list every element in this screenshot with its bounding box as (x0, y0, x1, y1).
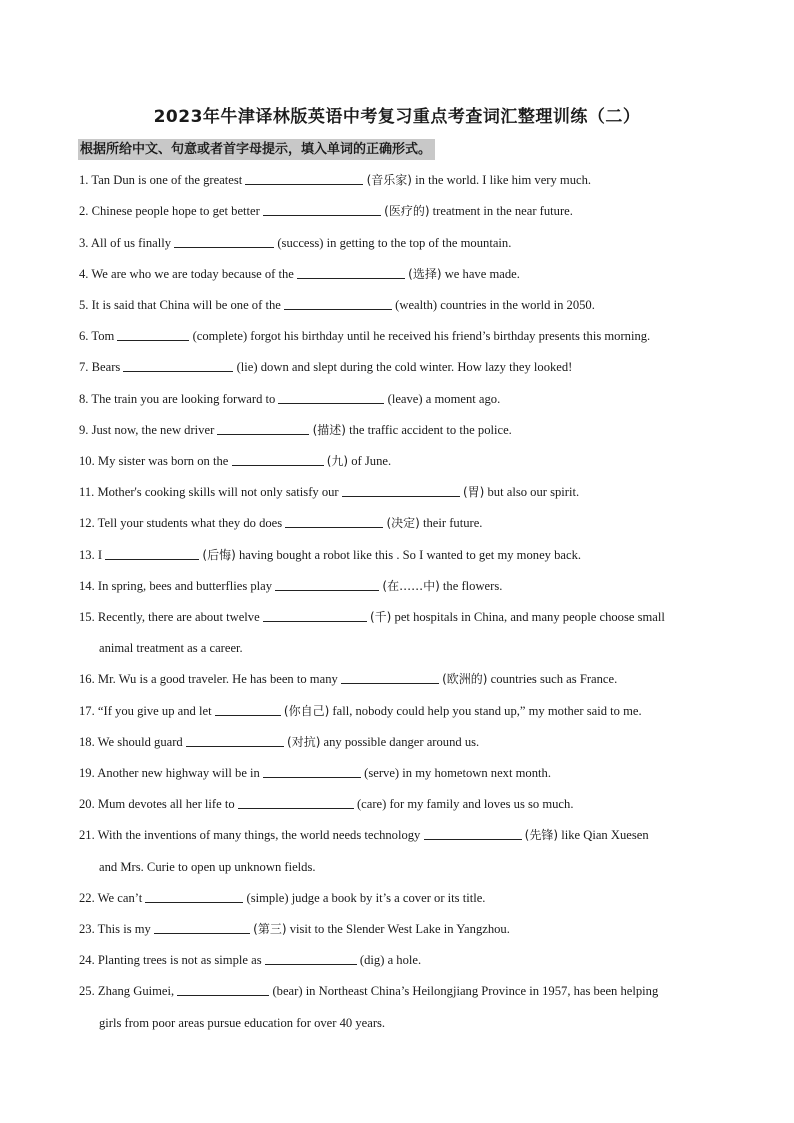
question-hint: (lie) (236, 360, 258, 374)
question-hint: (后悔) (202, 548, 236, 562)
answer-blank[interactable] (265, 952, 357, 965)
question-text-before: Mum devotes all her life to (97, 797, 235, 811)
answer-blank[interactable] (263, 203, 381, 216)
question-text-before: Tell your students what they do does (97, 516, 283, 530)
answer-blank[interactable] (215, 703, 281, 716)
question-hint: (在……中) (382, 579, 440, 593)
answer-blank[interactable] (186, 734, 284, 747)
answer-blank[interactable] (245, 172, 363, 185)
question-hint: (胃) (462, 485, 485, 499)
question-item (79, 734, 719, 750)
question-text-after: in getting to the top of the mountain. (326, 236, 512, 250)
answer-blank[interactable] (297, 266, 405, 279)
question-number: 14. (79, 579, 95, 593)
question-number: 17. (79, 704, 95, 718)
question-text-after: countries such as France. (490, 672, 618, 686)
question-item (79, 796, 719, 812)
question-hint: (serve) (364, 766, 400, 780)
question-item (79, 765, 719, 781)
question-hint: (wealth) (395, 298, 438, 312)
answer-blank[interactable] (117, 328, 189, 341)
question-hint: (欧洲的) (442, 672, 488, 686)
question-hint: (success) (277, 236, 324, 250)
question-number: 18. (79, 735, 95, 749)
question-hint: (dig) (359, 953, 385, 967)
question-hint: (千) (370, 610, 392, 624)
question-text-before: With the inventions of many things, the world needs technology (97, 828, 421, 842)
question-continuation: animal treatment as a career. (99, 641, 243, 655)
question-number: 24. (79, 953, 95, 967)
answer-blank[interactable] (123, 359, 233, 372)
question-item (79, 235, 719, 251)
question-text-after: pet hospitals in China, and many people choose small (394, 610, 665, 624)
question-continuation: and Mrs. Curie to open up unknown fields. (99, 860, 316, 874)
question-hint: (第三) (253, 922, 287, 936)
question-number: 23. (79, 922, 95, 936)
question-text-after: of June. (351, 454, 392, 468)
question-hint: (leave) (387, 392, 423, 406)
question-hint: (complete) (192, 329, 248, 343)
question-text-before: Tom (91, 329, 115, 343)
question-item (79, 328, 719, 344)
question-item (79, 391, 719, 407)
question-continuation: girls from poor areas pursue education for over 40 years. (99, 1016, 386, 1030)
question-text-before: All of us finally (90, 236, 172, 250)
question-number: 12. (79, 516, 95, 530)
question-hint: (决定) (386, 516, 420, 530)
question-hint: (先锋) (524, 828, 559, 842)
question-text-before: My sister was born on the (97, 454, 229, 468)
question-number: 13. (79, 548, 95, 562)
answer-blank[interactable] (238, 796, 354, 809)
question-text-before: “If you give up and let (97, 704, 212, 718)
question-text-before: We are who we are today because of the (91, 267, 294, 281)
question-text-after: like Qian Xuesen (561, 828, 649, 842)
answer-blank[interactable] (232, 453, 324, 466)
question-item (79, 547, 719, 563)
question-text-before: Another new highway will be in (97, 766, 260, 780)
question-text-after: in Northeast China’s Heilongjiang Province in 1957, has been helping (305, 984, 659, 998)
answer-blank[interactable] (145, 890, 243, 903)
question-text-after: the traffic accident to the police. (349, 423, 512, 437)
answer-blank[interactable] (105, 547, 199, 560)
question-text-after: we have made. (444, 267, 520, 281)
question-number: 21. (79, 828, 95, 842)
question-item (79, 297, 719, 313)
question-text-before: I (97, 548, 103, 562)
question-number: 1. (79, 173, 89, 187)
question-hint: (描述) (312, 423, 346, 437)
question-item (79, 515, 719, 531)
question-text-before: Recently, there are about twelve (97, 610, 260, 624)
question-text-before: We can’t (97, 891, 143, 905)
question-text-before: Mother's cooking skills will not only satisfy our (97, 485, 339, 499)
question-item (79, 609, 719, 625)
answer-blank[interactable] (341, 671, 439, 684)
question-text-before: Chinese people hope to get better (91, 204, 260, 218)
question-number: 2. (79, 204, 89, 218)
question-number: 7. (79, 360, 89, 374)
question-item (79, 921, 719, 937)
question-text-after: but also our spirit. (487, 485, 580, 499)
question-number: 4. (79, 267, 89, 281)
question-number: 3. (79, 236, 89, 250)
answer-blank[interactable] (285, 515, 383, 528)
question-item (79, 983, 719, 999)
question-text-after: the flowers. (442, 579, 503, 593)
question-item (79, 484, 719, 500)
question-number: 19. (79, 766, 95, 780)
question-item (79, 827, 719, 843)
question-text-before: This is my (97, 922, 151, 936)
question-hint: (对抗) (287, 735, 321, 749)
question-text-after: fall, nobody could help you stand up,” my mother said to me. (332, 704, 642, 718)
question-number: 6. (79, 329, 89, 343)
question-item (79, 671, 719, 687)
question-text-before: We should guard (97, 735, 183, 749)
question-hint: (医疗的) (384, 204, 430, 218)
question-text-after: down and slept during the cold winter. How lazy they looked! (260, 360, 573, 374)
question-number: 20. (79, 797, 95, 811)
question-hint: (simple) (246, 891, 289, 905)
answer-blank[interactable] (177, 983, 269, 996)
answer-blank[interactable] (342, 484, 460, 497)
question-item (79, 952, 719, 968)
question-text-before: In spring, bees and butterflies play (97, 579, 273, 593)
question-item (79, 266, 719, 282)
question-hint: (bear) (272, 984, 303, 998)
question-hint: (care) (356, 797, 387, 811)
question-item (79, 203, 719, 219)
question-text-before: Bears (91, 360, 121, 374)
question-hint: (音乐家) (366, 173, 412, 187)
question-number: 5. (79, 298, 89, 312)
page-title: 2023年牛津译林版英语中考复习重点考查词汇整理训练（二） (153, 107, 641, 127)
answer-blank[interactable] (174, 235, 274, 248)
question-text-after: in the world. I like him very much. (415, 173, 592, 187)
question-text-after: in my hometown next month. (402, 766, 551, 780)
question-number: 11. (79, 485, 95, 499)
question-text-after: a moment ago. (425, 392, 501, 406)
question-text-before: Tan Dun is one of the greatest (91, 173, 243, 187)
question-text-after: treatment in the near future. (432, 204, 573, 218)
question-number: 10. (79, 454, 95, 468)
question-number: 15. (79, 610, 95, 624)
question-text-after: forgot his birthday until he received his friend’s birthday presents this morning. (250, 329, 651, 343)
question-number: 16. (79, 672, 95, 686)
question-number: 9. (79, 423, 89, 437)
question-item (79, 172, 719, 188)
question-text-after: having bought a robot like this . So I wanted to get my money back. (238, 548, 582, 562)
question-item (79, 359, 719, 375)
question-text-after: their future. (423, 516, 483, 530)
question-hint: (九) (326, 454, 349, 468)
answer-blank[interactable] (217, 422, 309, 435)
question-item (79, 453, 719, 469)
question-number: 25. (79, 984, 95, 998)
question-text-after: countries in the world in 2050. (440, 298, 595, 312)
answer-blank[interactable] (275, 578, 379, 591)
answer-blank[interactable] (278, 391, 384, 404)
question-text-after: a hole. (387, 953, 422, 967)
question-text-before: The train you are looking forward to (91, 392, 276, 406)
question-item (79, 578, 719, 594)
question-item (79, 890, 719, 906)
question-text-before: Planting trees is not as simple as (97, 953, 262, 967)
question-hint: (选择) (408, 267, 442, 281)
question-hint: (你自己) (283, 704, 330, 718)
answer-blank[interactable] (424, 827, 522, 840)
question-text-before: Just now, the new driver (91, 423, 215, 437)
answer-blank[interactable] (263, 765, 361, 778)
question-text-after: for my family and loves us so much. (389, 797, 574, 811)
question-text-after: visit to the Slender West Lake in Yangzhou. (289, 922, 510, 936)
question-text-before: Mr. Wu is a good traveler. He has been to many (97, 672, 338, 686)
question-number: 8. (79, 392, 89, 406)
answer-blank[interactable] (284, 297, 392, 310)
question-text-after: judge a book by it’s a cover or its title. (291, 891, 486, 905)
answer-blank[interactable] (263, 609, 367, 622)
question-number: 22. (79, 891, 95, 905)
question-item (79, 703, 719, 719)
question-text-before: Zhang Guimei, (97, 984, 175, 998)
instruction-banner: 根据所给中文、句意或者首字母提示，填入单词的正确形式。 (78, 139, 435, 160)
answer-blank[interactable] (154, 921, 250, 934)
question-text-before: It is said that China will be one of the (91, 298, 281, 312)
question-text-after: any possible danger around us. (323, 735, 480, 749)
question-item (79, 422, 719, 438)
